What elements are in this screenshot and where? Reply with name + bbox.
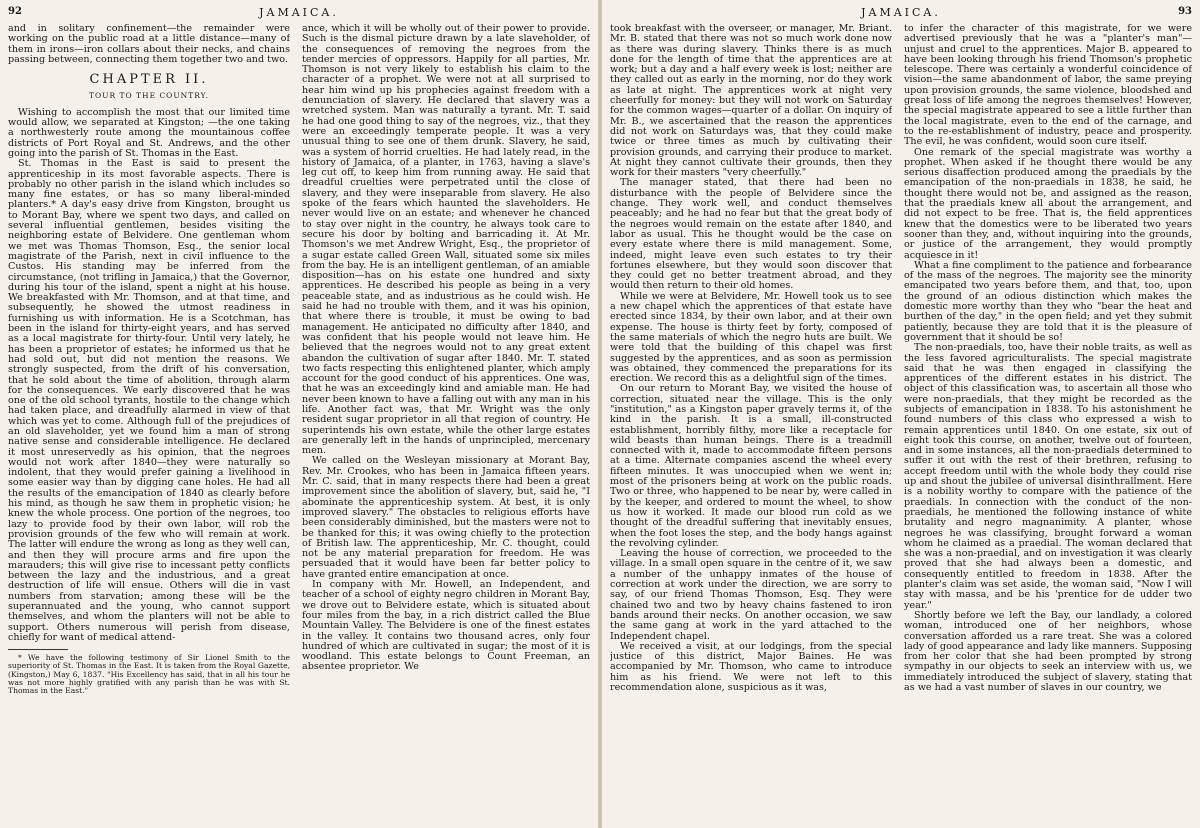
right-running-head [610,6,1192,24]
right-column-2 [904,24,1192,824]
paragraph: Leaving the house of correction, we proceeded to the village. In a small open square in the centre of it, we saw a number of the unhappy inmates of the house of correction at work under the direction, we are sorry to say, of our friend Thomas Thomson, Esq. They were chained two and two by heavy chains fastened to iron bands around their necks. On another occasion, we saw the same gang at work in the yard attached to the Independent chapel. [610,548,892,642]
paragraph: and in solitary confinement—the remainder were working on the public road at a little distance—many of them in irons—iron collars about their necks, and chains passing between, connecting them together two and two. [8,24,290,65]
paragraph: Wishing to accomplish the most that our limited time would allow, we separated at Kingston; —the one taking a northwesterly route among the mountainous coffee districts of Port Royal and St. Andrews, and the other going into the parish of St. Thomas in the East. [8,106,290,159]
paragraph: St. Thomas in the East is said to present the apprenticeship in its most favorable aspects. There is probably no other parish in the island which includes so many fine estates, or has so many liberal-minded planters.* A day's easy drive from Kingston, brought us to Morant Bay, where we spent two days, and called on several influential gentlemen, besides visiting the neighboring estate of Belvidere. One gentleman whom we met was Thomas Thomson, Esq., the senior local magistrate of the Parish, next in civil influence to the Custos. His standing may be inferred from the circumstance, (not trifling in Jamaica,) that the Governor, during his tour of the island, spent a night at his house. We breakfasted with Mr. Thomson, and at that time, and subsequently, he showed the utmost readiness in furnishing us with information. He is a Scotchman, has been in the island for thirty-eight years, and has served as a local magistrate for thirty-four. Until very lately, he has been a proprietor of estates; he informed us that he had sold out, but did not mention the reasons. We strongly suspected, from the drift of his conversation, that he sold about the time of abolition, through alarm for the consequences. We early discovered that he was one of the old school tyrants, hostile to the change which had taken place, and dreadfully alarmed in view of that which was yet to come. Although full of the prejudices of an old slaveholder, yet we found him a man of strong native sense and considerable intelligence. He declared it most unreservedly as his opinion, that the negroes would not work after 1840—they were naturally so indolent, that they would prefer gaining a livelihood in some easier way than by digging cane holes. He had all the results of the emancipation of 1840 as clearly before his mind, as though he saw them in prophetic vision; he knew the whole process. One portion of the negroes, too lazy to provide food by their own labor, will rob the provision grounds of the few who will remain at work. The latter will endure the wrong as long as they well can, and then they will procure arms and fire upon the marauders; this will give rise to incessant petty conflicts between the lazy and the industrious, and a great destruction of life will ensue. Others will die in vast numbers from starvation; among these will be the superannuated and the young, who cannot support themselves, and whom the planters will not be able to support. Others numerous will perish from disease, chiefly for want of medical attend- [8,158,290,643]
paragraph: While we were at Belvidere, Mr. Howell took us to see a new chapel which the apprentices of that estate have erected since 1834, by their own labor, and at their own expense. The house is thirty feet by forty, composed of the same materials of which the negro huts are built. We were told that the building of this chapel was first suggested by the apprentices, and as soon as permission was obtained, they commenced the preparations for its erection. We record this as a delightful sign of the times. [610,290,892,385]
paragraph: ance, which it will be wholly out of their power to provide. Such is the dismal picture drawn by a late slaveholder, of the consequences of removing the negroes from the tender mercies of oppressors. Happily for all parties, Mr. Thomson is not very likely to establish his claim to the character of a prophet. We were not at all surprised to hear him wind up his prophecies against freedom with a denunciation of slavery. He declared that slavery was a wretched system. Man was naturally a tyrant. Mr. T. said he had one good thing to say of the negroes, viz., that they were an exceedingly temperate people. It was a very unusual thing to see one of them drunk. Slavery, he said, was a system of horrid cruelties. He had lately read, in the history of Jamaica, of a planter, in 1763, having a slave's leg cut off, to keep him from running away. He said that dreadful cruelties were perpetrated until the close of slavery, and they were inseparable from slavery. He also spoke of the fears which haunted the slaveholders. He never would live on an estate; and whenever he chanced to stay over night in the country, he always took care to secure his door by bolting and barricading it. At Mr. Thomson's we met Andrew Wright, Esq., the proprietor of a sugar estate called Green Wall, situated some six miles from the bay. He is an intelligent gentleman, of an amiable disposition—has on his estate one hundred and sixty apprentices. He described his people as being in a very peaceable state, and as industrious as he could wish. He said he had no trouble with them, and it was his opinion, that where there is trouble, it must be owing to bad management. He anticipated no difficulty after 1840, and was confident that his people would not leave him. He believed that the negroes would not to any great extent abandon the cultivation of sugar after 1840. Mr. T. stated two facts respecting this enlightened planter, which amply account for the good conduct of his apprentices. One was, that he was an exceedingly kind and amiable man. He had never been known to have a falling out with any man in his life. Another fact was, that Mr. Wright was the only resident sugar proprietor in all that region of country. He superintends his own estate, while the other large estates are generally left in the hands of unprincipled, mercenary men. [302,24,590,457]
left-column-1 [8,24,290,824]
left-running-title: JAMAICA. [259,6,339,19]
paragraph: The non-praedials, too, have their noble traits, as well as the less favored agriculturalists. The special magistrate said that he was then engaged in classifying the apprentices of the different estates in his district. The object of this classification was, to ascertain all those who were non-praedials, that they might be recorded as the subjects of emancipation in 1838. To his astonishment he found numbers of this class who expressed a wish to remain apprentices until 1840. On one estate, six out of eight took this course, on another, twelve out of fourteen, and in some instances, all the non-praedials determined to suffer it out with the rest of their brethren, refusing to accept freedom until with the whole body they could rise up and shout the jubilee of universal disinthrallment. Here is a nobility worthy to compare with the patience of the praedials. In connection with the conduct of the non-praedials, he mentioned the following instance of white brutality and negro magnanimity. A planter, whose negroes he was classifying, brought forward a woman whom he claimed as a praedial. The woman declared that she was a non-praedial, and on investigation it was clearly proved that she had always been a domestic, and consequently entitled to freedom in 1838. After the planter's claim was set aside, the woman said, "Now I will stay with massa, and be his 'prentice for de udder two year." [904,342,1192,611]
paragraph: One remark of the special magistrate was worthy a prophet. When asked if he thought there would be any serious disaffection produced among the praedials by the emancipation of the non-praedials in 1838, he said, he thought there would not be, and assigned as the reason, that the praedials knew all about the arrangement, and did not expect to be free. That is, the field apprentices knew that the domestics were to be liberated two years sooner than they, and, without inquiring into the grounds, or justice of the arrangement, they would promptly acquiesce in it! [904,146,1192,261]
footnote-rule [8,649,68,650]
paragraph: took breakfast with the overseer, or manager, Mr. Briant. Mr. B. stated that there was not so much work done now as there was during slavery. Thinks there is as much done for the length of time that the apprentices are at work; but a day and a half every week is lost; neither are they called out as early in the morning, nor do they work as late at night. The apprentices work at night very cheerfully for money: but they will not work on Saturday for the common wages—quarter of a dollar. On inquiry of Mr. B., we ascertained that the reason the apprentices did not work on Saturdays was, that they could make twice or three times as much by cultivating their provision grounds, and carrying their produce to market. At night they cannot cultivate their grounds, then they work for their masters "very cheerfully." [610,24,892,179]
paragraph: In company with Mr. Howell, an Independent, and teacher of a school of eighty negro children in Morant Bay, we drove out to Belvidere estate, which is situated about four miles from the bay, in a rich district called the Blue Mountain Valley. The Belvidere is one of the finest estates in the valley. It contains two thousand acres, only four hundred of which are cultivated in sugar; the most of it is woodland. This estate belongs to Count Freeman, an absentee proprietor. We [302,579,590,673]
right-page [602,0,1200,828]
paragraph: What a fine compliment to the patience and forbearance of the mass of the negroes. The majority see the minority emancipated two years before them, and that, too, upon the ground of an odious distinction which makes the domestic more worthy than they who "bear the heat and burthen of the day," in the open field; and yet they submit patiently, because they are told that it is the pleasure of government that it should be so! [904,259,1192,343]
paragraph: We received a visit, at our lodgings, from the special justice of this district, Major Baines. He was accompanied by Mr. Thomson, who came to introduce him as his friend. We were not left to this recommendation alone, suspicious as it was, [610,640,892,693]
chapter-subtitle: TOUR TO THE COUNTRY. [89,91,209,101]
paragraph: to infer the character of this magistrate, for we were advertised previously that he was a "planter's man"—unjust and cruel to the apprentices. Major B. appeared to have been looking through his friend Thomson's prophetic telescope. There was certainly a wonderful coincidence of vision—the same abandonment of labor, the same preying upon provision grounds, the same violence, bloodshed and great loss of life among the negroes themselves! However, the special magistrate appeared to see a little further than the local magistrate, even to the end of the carnage, and to the re-establishment of industry, peace and prosperity. The evil, he was confident, would soon cure itself. [904,24,1192,148]
right-running-title: JAMAICA. [861,6,941,19]
paragraph: We called on the Wesleyan missionary at Morant Bay, Rev. Mr. Crookes, who has been in Jamaica fifteen years. Mr. C. said, that in many respects there had been a great improvement since the abolition of slavery, but, said he, "I abominate the apprenticeship system. At best, it is only improved slavery." The obstacles to religious efforts have been considerably diminished, but the masters were not to be thanked for this; it was owing chiefly to the protection of British law. The apprenticeship, Mr. C. thought, could not be any material preparation for freedom. He was persuaded that it would have been far better policy to have granted entire emancipation at once. [302,455,590,580]
left-running-head [8,6,590,24]
paragraph: Shortly before we left the Bay, our landlady, a colored woman, introduced one of her neighbors, whose conversation afforded us a rare treat. She was a colored lady of good appearance and lady like manners. Supposing from her color that she had been prompted by strong sympathy in our objects to seek an interview with us, we immediately introduced the subject of slavery, stating that as we had a vast number of slaves in our country, we [904,609,1192,693]
paragraph: The manager stated, that there had been no disturbance with the people of Belvidere since the change. They work well, and conduct themselves peaceably; and he had no fear but that the great body of the negroes would remain on the estate after 1840, and labor as usual. This he thought would be the case on every estate where there is mild management. Some, indeed, might leave even such estates to try their fortunes elsewhere, but they would soon discover that they could get no better treatment abroad, and they would then return to their old homes. [610,177,892,292]
right-column-1 [610,24,892,824]
right-page-number: 93 [1178,6,1192,17]
chapter-title: CHAPTER II. [89,72,209,88]
left-page-number: 92 [8,6,22,17]
left-column-2 [302,24,590,824]
left-page [0,0,598,828]
paragraph: On our return to Morant Bay, we visited the house of correction, situated near the village. This is the only "institution," as a Kingston paper gravely terms it, of the kind in the parish. It is a small, ill-constructed establishment, horribly filthy, more like a receptacle for wild beasts than human beings. There is a treadmill connected with it, made to accommodate fifteen persons at a time. Alternate companies ascend the wheel every fifteen minutes. It was unoccupied when we went in; most of the prisoners being at work on the public roads. Two or three, who happened to be near by, were called in by the keeper, and ordered to mount the wheel, to show us how it worked. It made our blood run cold as we thought of the dreadful suffering that inevitably ensues, when the foot loses the step, and the body hangs against the revolving cylinder. [610,383,892,549]
footnote: * We have the following testimony of Sir Lionel Smith to the superiority of St. Thomas in the East. It is taken from the Royal Gazette, (Kingston,) May 6, 1837. "His Excellency has said, that in all his tour he was not more highly gratified with any parish than he was with St. Thomas in the East." [8,653,290,696]
